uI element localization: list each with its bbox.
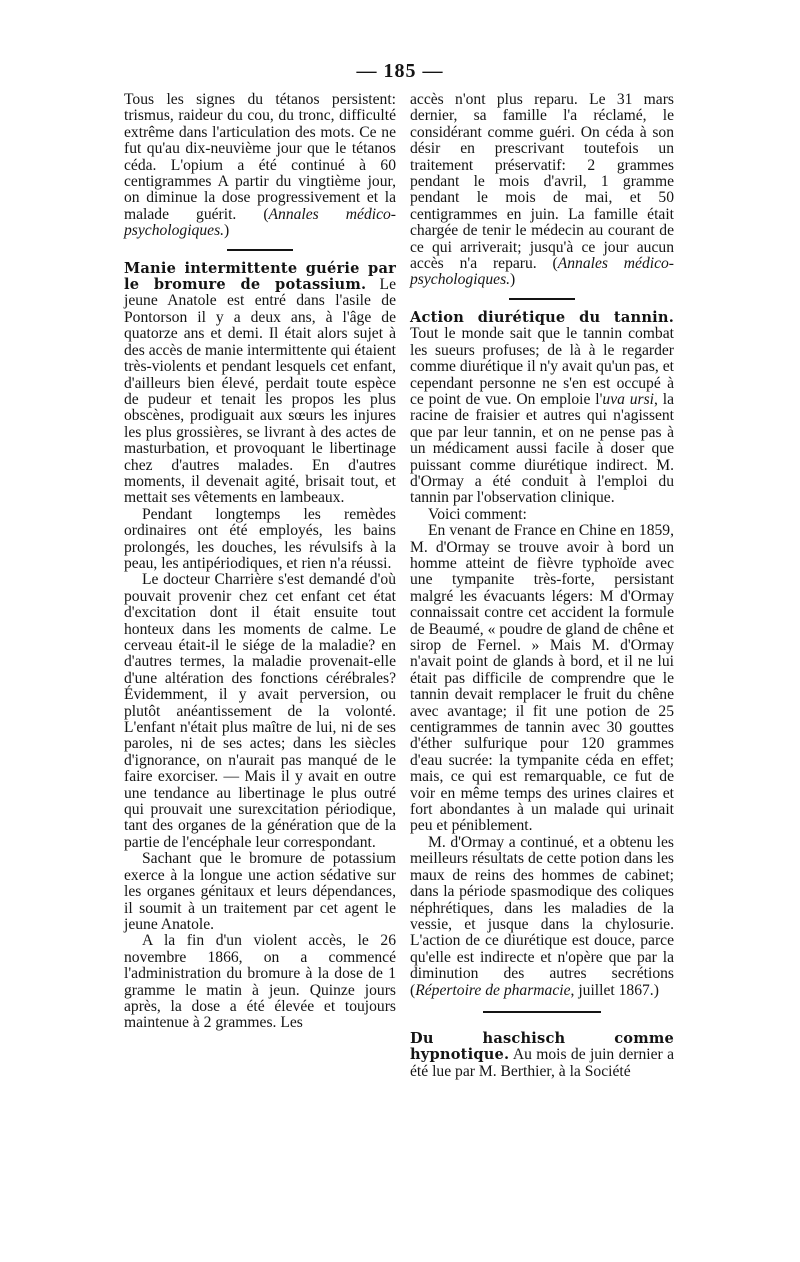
paragraph: A la fin d'un violent accès, le 26 novembre 1866, on a commencé l'administration du bromure à la dose de 1 gramme le matin à jeun. Quinze jours après, la dose a été élevée et toujours maintenue à 2 grammes. Les [124, 932, 396, 1032]
paragraph-text: Le jeune Anatole est entré dans l'asile de Pontorson il y a deux ans, à l'âge de quatorze ans et demi. Il était alors sujet à des accès de manie intermittente qui étaient très-violents et pendant lesquels cet enfant, d'ailleurs bien élevé, perdait toute espèce de pudeur et tenait les propos les plus obscènes, prodiguait aux sœurs les injures les plus grossières, se livrant à des actes de masturbation, et provoquant le libertinage chez d'autres malades. En d'autres moments, il devenait agité, brisait tout, et mettait ses vêtements en lambeaux. [124, 276, 396, 507]
paragraph: Le docteur Charrière s'est demandé d'où pouvait provenir chez cet enfant cet état d'excitation dont il était ensuite tout honteux dans les moments de calme. Le cerveau était-il le siége de la maladie? en d'autres termes, la maladie provenait-elle d'une altération des fonctions cérébrales? Évidemment, il y avait perversion, ou plutôt anéantissement de la volonté. L'enfant n'était plus maître de lui, ni de ses paroles, ni de ses actes; dans les siècles d'ignorance, on n'aurait pas manqué de le faire exorciser. — Mais il y avait en outre une tendance au libertinage le plus outré qui prouvait une surexcitation périodique, tant des organes de la génération que de la partie de l'encéphale leur correspondant. [124, 571, 396, 851]
citation-close: ) [510, 271, 516, 289]
paragraph: Pendant longtemps les remèdes ordinaires ont été employés, les bains prolongés, les douches, les révulsifs à la peau, les antipériodiques, et rien n'a réussi. [124, 505, 396, 572]
paragraph: Sachant que le bromure de potassium exerce à la longue une action sédative sur les organes génitaux et leurs dépendances, il soumit à un traitement par cet agent le jeune Anatole. [124, 850, 396, 933]
left-column [124, 92, 396, 1032]
article-tannin-intro [410, 310, 674, 507]
article-manie-intro [124, 261, 396, 507]
paragraph [410, 835, 674, 999]
paragraph: En venant de France en Chine en 1859, M. d'Ormay se trouve avoir à bord un homme atteint de fièvre typhoïde avec une tympanite très-forte, persistant malgré les évacuants légers: M d'Ormay connaissait contre cet accident la formule de Beaumé, « poudre de gland de chêne et sirop de Fernel. » Mais M. d'Ormay n'avait point de glands à bord, et il ne lui était pas difficile de comprendre que le tannin devait remplacer le fruit du chêne avec avantage; il fit une potion de 25 centigrammes de tannin avec 30 gouttes d'éther sulfurique pour 120 grammes d'eau sucrée: la tympanite céda en effet; mais, ce qui est remarquable, ce fut de voir en même temps des urines claires et fort abondantes à un malade qui urinait peu et péniblement. [410, 522, 674, 835]
paragraph-tetanos-end [124, 92, 396, 240]
article-haschisch-intro [410, 1031, 674, 1080]
section-divider [227, 249, 293, 251]
paragraph: Voici comment: [428, 505, 527, 523]
article-title-haschisch: Du haschisch comme hypnotique. [410, 1029, 674, 1064]
paragraph-text: , juillet 1867.) [570, 981, 659, 999]
source-citation: Répertoire de pharmacie [415, 981, 571, 999]
paragraph-text: M. d'Ormay a continué, et a obtenu les meilleurs résultats de cette potion dans les maux de reins des hommes de cabinet; dans la période spasmodique des coliques néphrétiques, dans les maladies de la vessie, et jusque dans la chylosurie. L'action de ce diurétique est douce, parce qu'elle est indirecte et n'opère que par la diminution des autres secrétions ( [410, 833, 674, 999]
page-number: — 185 — [356, 60, 444, 82]
paragraph-text: Tous les signes du tétanos persistent: trismus, raideur du cou, du tronc, difficulté extrême dans l'articulation des mots. Ce ne fut qu'au dix-neuvième jour que le tétanos céda. L'opium a été continué à 60 centigrammes A partir du vingtième jour, on diminue la dose progressivement et la malade guérit. ( [124, 91, 396, 223]
source-citation: Annales médico-psychologiques. [410, 255, 674, 289]
paragraph-text: Tout le monde sait que le tannin combat les sueurs profuses; de là à le regarder comme diurétique il n'y avait qu'un pas, et cependant personne ne s'en est occupé à ce point de vue. On emploie l' [410, 325, 674, 408]
paragraph-manie-end [410, 92, 674, 289]
section-divider [509, 298, 575, 300]
paragraph-text: , la racine de fraisier et autres qui n'agissent que par leur tannin, et on ne pense pas à un médicament aussi facile à doser que puissant comme diurétique indirect. M. d'Ormay a été conduit à l'emploi du tannin par l'observation clinique. [410, 390, 674, 507]
citation-close: ) [224, 222, 230, 240]
right-column [410, 92, 674, 1080]
article-title-manie: Manie intermittente guérie par le bromure de potassium. [124, 259, 396, 294]
section-divider [483, 1011, 601, 1013]
article-title-tannin: Action diurétique du tannin. [410, 308, 674, 326]
latin-term: uva ursi [602, 390, 655, 408]
paragraph-text: Au mois de juin dernier a été lue par M. Berthier, à la Société [410, 1046, 674, 1080]
source-citation: Annales médico-psychologiques. [124, 205, 396, 240]
paragraph-text: accès n'ont plus reparu. Le 31 mars dernier, sa famille l'a réclamé, le considérant comme guéri. On céda à son désir en prescrivant toutefois un traitement préservatif: 2 grammes pendant le mois d'avril, 1 gramme pendant le mois de mai, et 50 centigrammes en juin. La famille était chargée de tenir le médecin au courant de ce qui arriverait; jusqu'à ce jour aucun accès n'a reparu. ( [410, 91, 674, 273]
